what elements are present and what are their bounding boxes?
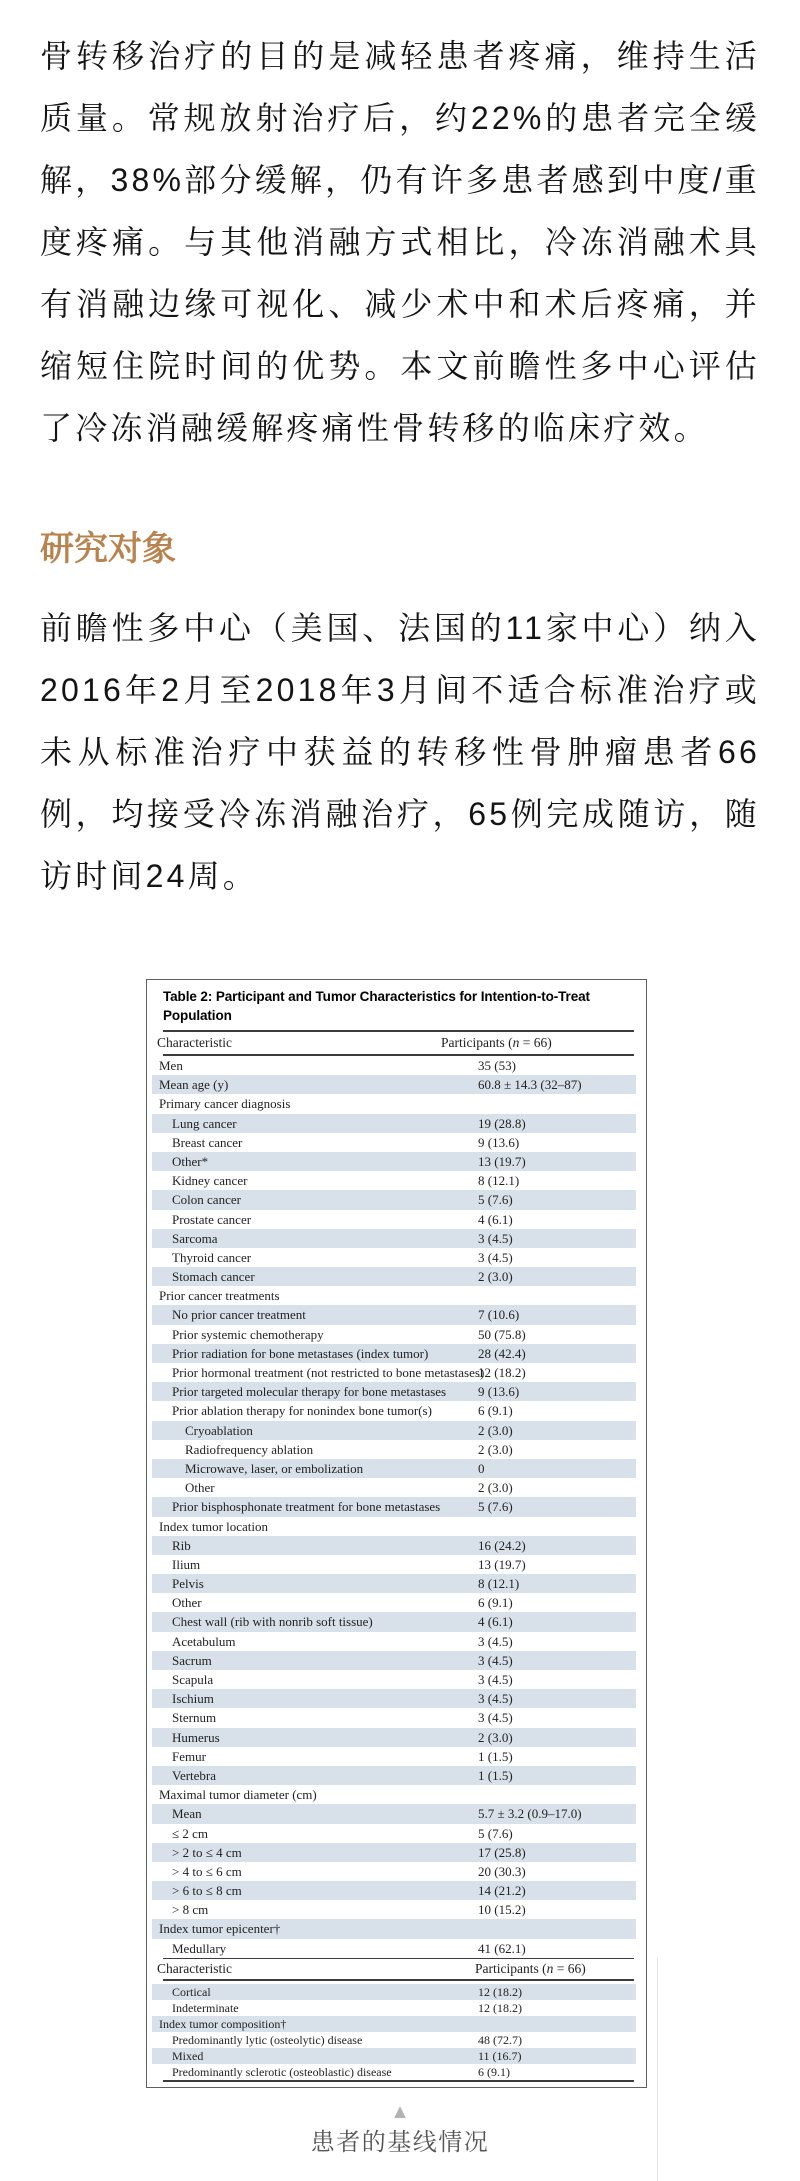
table-row [152, 1862, 636, 1881]
row-value: 11 (16.7) [478, 2048, 522, 2063]
row-value: 35 (53) [478, 1058, 516, 1073]
row-value: 48 (72.7) [478, 2032, 522, 2047]
table-row [152, 1248, 636, 1267]
row-label: Ischium [172, 1691, 214, 1707]
row-value: 9 (13.6) [478, 1384, 520, 1400]
row-value: 6 (9.1) [478, 1595, 513, 1611]
table-title: Table 2: Participant and Tumor Characteristics for Intention-to-Treat Population [163, 989, 590, 1023]
table-row [152, 1190, 636, 1209]
row-label: Femur [172, 1748, 206, 1764]
table-row [152, 1728, 636, 1747]
table-row [152, 1689, 636, 1708]
row-label: Acetabulum [172, 1633, 236, 1649]
row-value: 3 (4.5) [478, 1672, 513, 1687]
table-row [152, 1363, 636, 1382]
header-characteristic: Characteristic [157, 1035, 232, 1050]
table-figure [0, 979, 800, 2088]
row-value: 1 (1.5) [478, 1767, 513, 1783]
table-row [152, 1804, 636, 1823]
row-label: Prior ablation therapy for nonindex bone tumor(s) [172, 1403, 432, 1419]
row-value: 1 (1.5) [478, 1748, 513, 1764]
table-row [152, 1075, 636, 1094]
table-row [152, 2016, 636, 2032]
table-row [152, 1939, 636, 1958]
row-label: Mixed [172, 2048, 204, 2063]
collapse-arrow-icon[interactable]: ▲ [390, 2100, 410, 2123]
row-label: > 4 to ≤ 6 cm [172, 1863, 242, 1879]
row-value: 4 (6.1) [478, 1211, 513, 1227]
section-heading: 研究对象 [40, 531, 176, 568]
methods-paragraph: 前瞻性多中心（美国、法国的11家中心）纳入2016年2月至2018年3月间不适合标准治疗或未从标准治疗中获益的转移性骨肿瘤患者66例，均接受冷冻消融治疗，65例完成随访，随访时间24周。 [40, 610, 760, 894]
row-value: 17 (25.8) [478, 1844, 526, 1860]
table-row [152, 1056, 636, 1075]
row-label: No prior cancer treatment [172, 1307, 306, 1323]
table-row [152, 2064, 636, 2080]
row-label: Prior targeted molecular therapy for bone metastases [172, 1384, 447, 1400]
table-row [152, 1785, 636, 1804]
row-label: Cryoablation [185, 1422, 253, 1438]
row-label: Ilium [172, 1556, 201, 1572]
row-value: 7 (10.6) [478, 1307, 520, 1323]
row-label: Lung cancer [172, 1115, 237, 1131]
header-participants: Participants (n = 66) [475, 1960, 586, 1976]
row-label: Rib [172, 1537, 191, 1553]
table-row [152, 1900, 636, 1919]
table-row [152, 1670, 636, 1689]
row-label: Radiofrequency ablation [185, 1441, 314, 1457]
row-value: 2 (3.0) [478, 1729, 513, 1745]
table-row [152, 1440, 636, 1459]
table-row [152, 1824, 636, 1843]
row-label: Primary cancer diagnosis [159, 1096, 291, 1112]
table-row [152, 1210, 636, 1229]
table-row [152, 1152, 636, 1171]
table-rows-section-1 [147, 1056, 646, 1958]
figure-caption: 患者的基线情况 [310, 2128, 490, 2156]
row-label: Mean [172, 1806, 202, 1822]
row-label: Men [159, 1058, 183, 1073]
table-row [152, 1536, 636, 1555]
row-label: Thyroid cancer [172, 1249, 252, 1265]
table-row [152, 1421, 636, 1440]
row-label: > 6 to ≤ 8 cm [172, 1883, 242, 1899]
row-label: Pelvis [172, 1576, 204, 1592]
row-value: 5.7 ± 3.2 (0.9–17.0) [478, 1806, 582, 1822]
row-label: Sarcoma [172, 1230, 218, 1246]
row-value: 28 (42.4) [478, 1345, 526, 1361]
row-value: 12 (18.2) [478, 1365, 526, 1380]
row-value: 6 (9.1) [478, 2064, 510, 2079]
row-label: Other [185, 1480, 215, 1496]
table-row [152, 2000, 636, 2016]
table-row [152, 1229, 636, 1248]
row-value: 13 (19.7) [478, 1153, 526, 1169]
table-row [152, 1517, 636, 1536]
row-value: 10 (15.2) [478, 1902, 526, 1918]
row-value: 3 (4.5) [478, 1249, 513, 1265]
table-row [152, 1171, 636, 1190]
row-value: 12 (18.2) [478, 2000, 522, 2015]
table-row [152, 1114, 636, 1133]
table-row [152, 1747, 636, 1766]
row-value: 19 (28.8) [478, 1115, 526, 1131]
row-value: 4 (6.1) [478, 1614, 513, 1630]
header-characteristic: Characteristic [157, 1960, 232, 1976]
row-label: Colon cancer [172, 1192, 241, 1208]
row-label: Predominantly sclerotic (osteoblastic) disease [172, 2064, 392, 2079]
row-label: Prostate cancer [172, 1211, 252, 1227]
row-value: 3 (4.5) [478, 1710, 513, 1726]
row-label: Sternum [172, 1710, 217, 1726]
row-label: Cortical [172, 1984, 211, 1999]
row-label: Breast cancer [172, 1134, 243, 1150]
table-row [152, 1286, 636, 1305]
table-row [152, 1459, 636, 1478]
row-label: Index tumor location [159, 1518, 269, 1534]
row-value: 3 (4.5) [478, 1230, 513, 1246]
row-label: Index tumor composition† [159, 2016, 287, 2031]
row-value: 14 (21.2) [478, 1883, 526, 1899]
table-row [152, 1344, 636, 1363]
table-row [152, 1555, 636, 1574]
intro-paragraph: 骨转移治疗的目的是减轻患者疼痛，维持生活质量。常规放射治疗后，约22%的患者完全缓解，38%部分缓解，仍有许多患者感到中度/重度疼痛。与其他消融方式相比，冷冻消融术具有消融边缘可视化、减少术中和术后疼痛，并缩短住院时间的优势。本文前瞻性多中心评估了冷冻消融缓解疼痛性骨转移的临床疗效。 [40, 38, 760, 446]
row-label: Maximal tumor diameter (cm) [159, 1787, 317, 1803]
table-row [152, 1497, 636, 1516]
table-rows-section-2 [147, 1984, 646, 2080]
row-value: 3 (4.5) [478, 1691, 513, 1707]
table-row [152, 1651, 636, 1670]
row-label: Predominantly lytic (osteolytic) disease [172, 2032, 363, 2047]
row-label: Medullary [172, 1940, 227, 1956]
table-row [152, 1843, 636, 1862]
table-row [152, 1881, 636, 1900]
table-row [152, 1382, 636, 1401]
row-value: 2 (3.0) [478, 1441, 513, 1457]
row-value: 13 (19.7) [478, 1556, 526, 1572]
row-label: Other [172, 1595, 202, 1611]
row-value: 5 (7.6) [478, 1192, 513, 1208]
row-label: > 2 to ≤ 4 cm [172, 1844, 242, 1860]
row-value: 5 (7.6) [478, 1499, 513, 1515]
row-label: Prior systemic chemotherapy [172, 1326, 324, 1342]
table2-box [146, 979, 647, 2088]
row-value: 50 (75.8) [478, 1326, 526, 1342]
row-label: Prior cancer treatments [159, 1288, 280, 1304]
table-row [152, 1984, 636, 2000]
table-row [152, 1267, 636, 1286]
row-label: Vertebra [172, 1767, 217, 1783]
table-row [152, 1401, 636, 1420]
row-label: Other* [172, 1153, 209, 1169]
row-label: Index tumor epicenter† [159, 1921, 281, 1937]
row-label: Indeterminate [172, 2000, 239, 2015]
row-value: 5 (7.6) [478, 1825, 513, 1841]
table-row [152, 1919, 636, 1938]
row-label: Mean age (y) [159, 1077, 229, 1093]
table-row [152, 1632, 636, 1651]
row-value: 2 (3.0) [478, 1480, 513, 1496]
row-value: 8 (12.1) [478, 1173, 520, 1189]
table-row [152, 1305, 636, 1324]
row-value: 6 (9.1) [478, 1403, 513, 1419]
row-value: 20 (30.3) [478, 1863, 526, 1879]
row-label: Chest wall (rib with nonrib soft tissue) [172, 1614, 373, 1630]
figure-image-edge [657, 1958, 658, 2181]
row-value: 3 (4.5) [478, 1633, 513, 1649]
table-row [152, 1766, 636, 1785]
article-body [0, 0, 800, 907]
row-value: 2 (3.0) [478, 1269, 513, 1285]
row-label: Sacrum [172, 1652, 212, 1668]
table-row [152, 2032, 636, 2048]
row-label: Prior radiation for bone metastases (index tumor) [172, 1345, 429, 1361]
table-row [152, 1094, 636, 1113]
table-header [147, 1032, 646, 1054]
table-row [152, 1133, 636, 1152]
row-value: 2 (3.0) [478, 1422, 513, 1438]
row-value: 12 (18.2) [478, 1984, 522, 1999]
row-label: Prior hormonal treatment (not restricted to bone metastases) [172, 1365, 485, 1380]
table-row [152, 2048, 636, 2064]
row-label: Prior bisphosphonate treatment for bone metastases [172, 1499, 441, 1515]
table-row [152, 1708, 636, 1727]
table-row [152, 1574, 636, 1593]
row-value: 60.8 ± 14.3 (32–87) [478, 1077, 582, 1093]
row-label: Kidney cancer [172, 1173, 248, 1189]
row-label: > 8 cm [172, 1902, 209, 1918]
row-label: ≤ 2 cm [172, 1825, 209, 1841]
row-value: 9 (13.6) [478, 1134, 520, 1150]
row-label: Humerus [172, 1729, 220, 1745]
table-row [152, 1593, 636, 1612]
row-value: 8 (12.1) [478, 1576, 520, 1592]
row-value: 3 (4.5) [478, 1652, 513, 1668]
row-value: 16 (24.2) [478, 1537, 526, 1553]
row-value: 0 [478, 1460, 485, 1476]
header-participants: Participants (n = 66) [441, 1035, 552, 1050]
table-continuation-header [147, 1959, 646, 1979]
row-value: 41 (62.1) [478, 1940, 526, 1956]
table-row [152, 1612, 636, 1631]
table-row [152, 1478, 636, 1497]
row-label: Scapula [172, 1672, 214, 1687]
row-label: Microwave, laser, or embolization [185, 1460, 364, 1476]
row-label: Stomach cancer [172, 1269, 255, 1285]
table-row [152, 1325, 636, 1344]
